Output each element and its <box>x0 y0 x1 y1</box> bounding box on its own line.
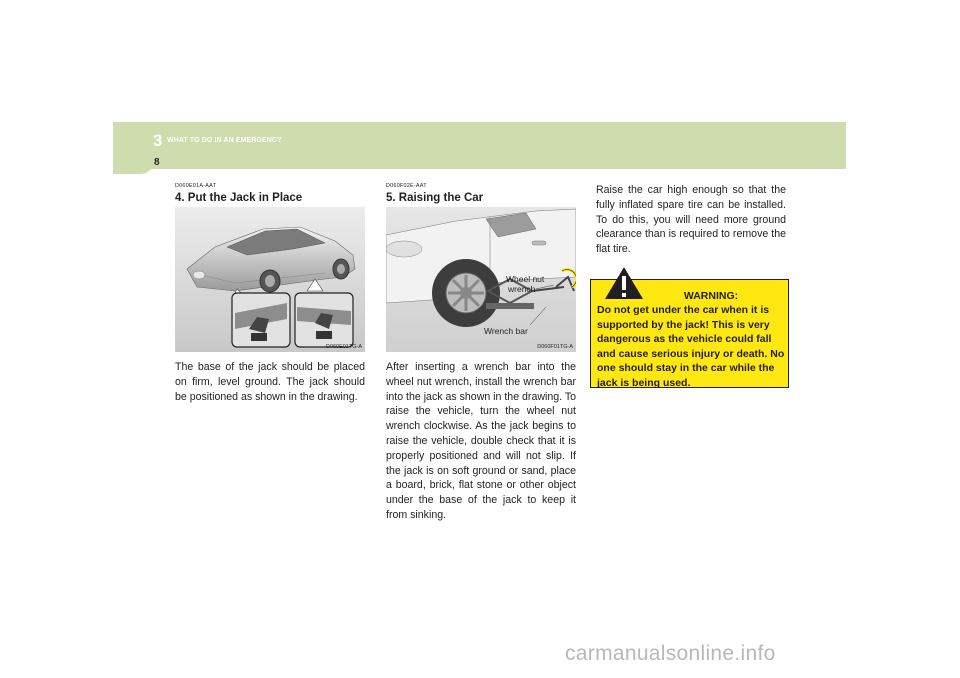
figure-code: D060F01TG-A <box>537 344 573 350</box>
jack-wrench-drawing <box>386 207 576 352</box>
section-heading: 4. Put the Jack in Place <box>175 192 303 204</box>
section-raising-car <box>386 183 576 523</box>
callout-line: wrench <box>508 284 536 294</box>
page-tab <box>113 150 153 174</box>
page-number: 8 <box>154 157 160 168</box>
section-body: The base of the jack should be placed on firm, level ground. The jack should be positioned as shown in the drawing. <box>175 361 365 403</box>
section-heading: 5. Raising the Car <box>386 192 484 204</box>
raising-car-illustration <box>386 207 576 352</box>
section-body: After inserting a wrench bar into the wheel nut wrench, install the wrench bar into the jack as shown in the drawing. To raise the vehicle, turn the wheel nut wrench clockwise. As the jack begins to raise the vehicle, double check that it is properly positioned and will not slip. If the jack is on soft ground or sand, place a board, brick, flat stone or other object under the base of the jack to keep it from sinking. <box>386 361 577 521</box>
callout-wrench-bar: Wrench bar <box>484 326 528 336</box>
warning-text: Do not get under the car when it is supported by the jack! This is very dangerous as the vehicle could fall and cause serious injury or death. No one should stay in the car while the jack is being used. <box>597 304 785 389</box>
warning-title: WARNING: <box>683 290 739 302</box>
car-jack-points-drawing <box>175 207 365 352</box>
section-code: D060E01A-AAT <box>175 183 217 189</box>
section-jack-placement <box>175 183 365 404</box>
header-band <box>113 122 846 169</box>
section-raise-height <box>596 183 786 257</box>
chapter-title: WHAT TO DO IN AN EMERGENCY <box>167 137 282 144</box>
callout-wheel-nut-wrench <box>506 274 544 294</box>
jack-placement-illustration <box>175 207 365 352</box>
section-code: D060F02E-AAT <box>386 183 427 189</box>
section-body: Raise the car high enough so that the fully inflated spare tire can be installed. To do this, you will need more ground clearance than is required to remove the flat tire. <box>596 184 786 256</box>
chapter-number: 3 <box>153 131 163 150</box>
figure-code: D060E01TG-A <box>325 344 362 350</box>
callout-line: Wheel nut <box>506 274 545 284</box>
warning-box <box>590 279 789 388</box>
watermark: carmanualsonline.info <box>565 642 776 665</box>
